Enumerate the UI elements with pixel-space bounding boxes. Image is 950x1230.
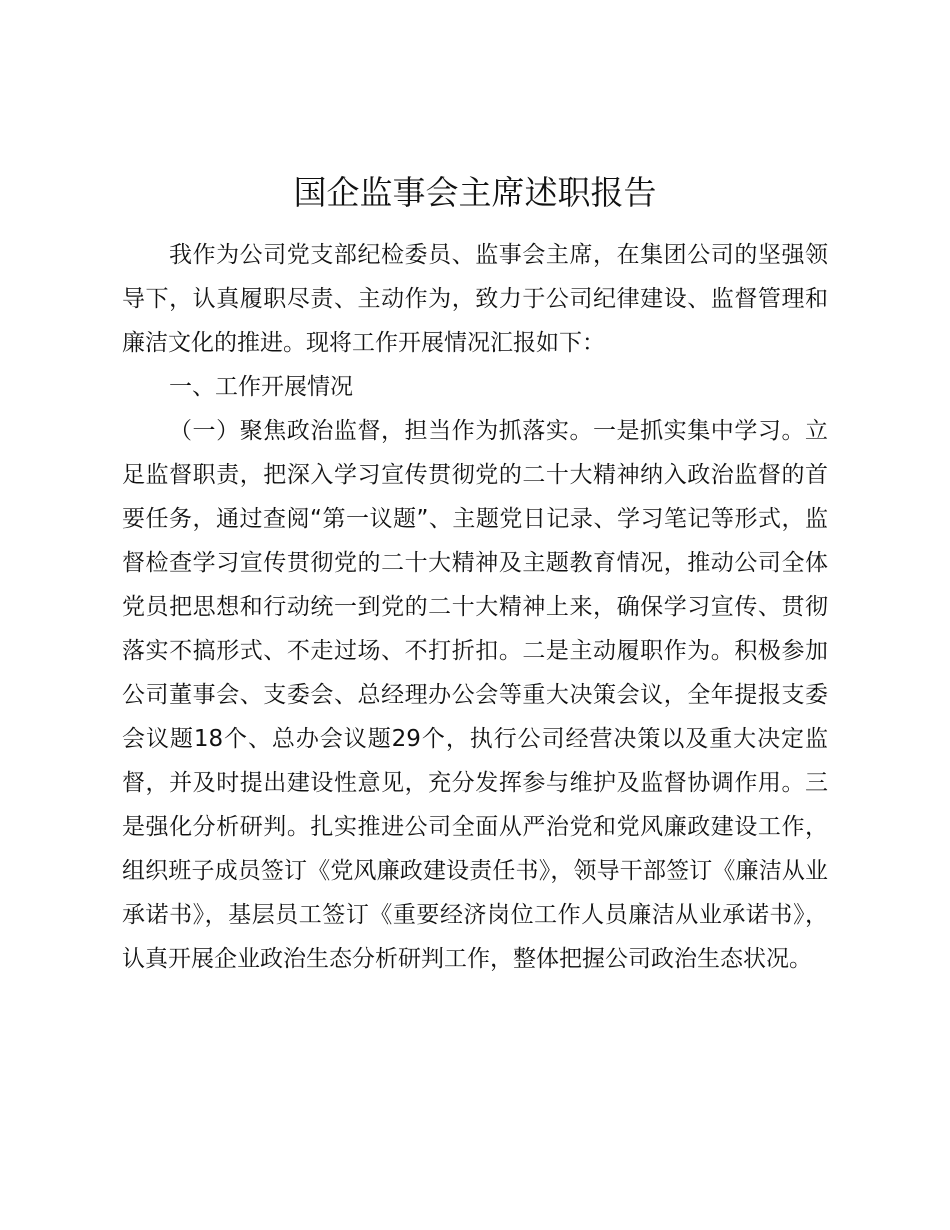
- section-heading: 一、工作开展情况: [169, 374, 353, 400]
- section-paragraph: （一）聚焦政治监督，担当作为抓落实。一是抓实集中学习。立足监督职责，把深入学习宣传贯彻党的二十大精神纳入政治监督的首要任务，通过查阅“第一议题”、主题党日记录、学习笔记等形式，监督检查学习宣传贯彻党的二十大精神及主题教育情况，推动公司全体党员把思想和行动统一到党的二十大精神上来，确保学习宣传、贯彻落实不搞形式、不走过场、不打折扣。二是主动履职作为。积极参加公司董事会、支委会、总经理办公会等重大决策会议，全年提报支委会议题18个、总办会议题29个，执行公司经营决策以及重大决定监督，并及时提出建设性意见，充分发挥参与维护及监督协调作用。三是强化分析研判。扎实推进公司全面从严治党和党风廉政建设工作，组织班子成员签订《党风廉政建设责任书》，领导干部签订《廉洁从业承诺书》，基层员工签订《重要经济岗位工作人员廉洁从业承诺书》，认真开展企业政治生态分析研判工作，整体把握公司政治生态状况。: [122, 418, 828, 972]
- document-title: 国企监事会主席述职报告: [293, 173, 657, 212]
- document-body: [122, 233, 828, 981]
- intro-paragraph: 我作为公司党支部纪检委员、监事会主席，在集团公司的坚强领导下，认真履职尽责、主动作为，致力于公司纪律建设、监督管理和廉洁文化的推进。现将工作开展情况汇报如下：: [122, 242, 828, 356]
